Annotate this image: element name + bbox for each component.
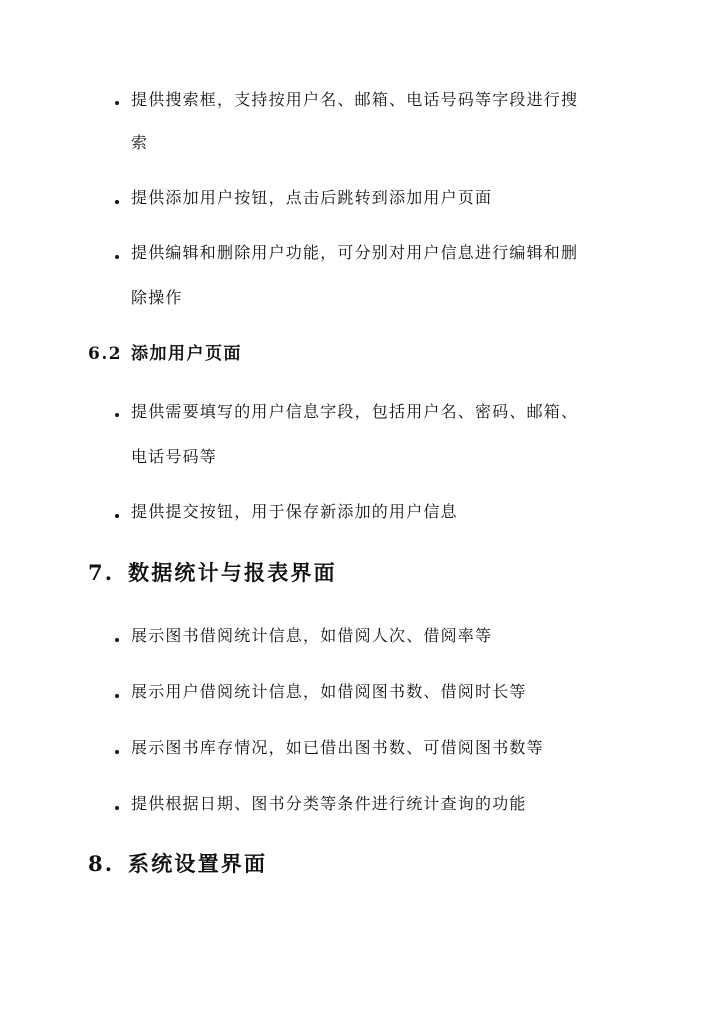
section-title: 添加用户页面 bbox=[131, 344, 242, 364]
bullet-icon bbox=[115, 750, 119, 754]
section-title: 系统设置界面 bbox=[128, 851, 268, 876]
list-item-text-continued: 除操作 bbox=[131, 288, 183, 307]
list-item-text-continued: 索 bbox=[131, 133, 149, 152]
section-number: 7. bbox=[88, 560, 115, 585]
bullet-icon bbox=[115, 255, 119, 259]
bullet-icon bbox=[115, 638, 119, 642]
section-heading-7 bbox=[88, 562, 337, 583]
list-item-text: 提供编辑和删除用户功能，可分别对用户信息进行编辑和删 bbox=[131, 243, 579, 262]
list-item-text: 展示图书借阅统计信息，如借阅人次、借阅率等 bbox=[131, 626, 493, 645]
section-number: 8. bbox=[88, 851, 115, 876]
section-title: 数据统计与报表界面 bbox=[128, 560, 337, 585]
list-item-text-continued: 电话号码等 bbox=[131, 447, 218, 466]
list-item-text: 提供提交按钮，用于保存新添加的用户信息 bbox=[131, 502, 458, 521]
bullet-icon bbox=[115, 806, 119, 810]
section-heading-6-2 bbox=[88, 346, 242, 363]
bullet-icon bbox=[115, 413, 119, 417]
list-item-text: 提供需要填写的用户信息字段，包括用户名、密码、邮箱、 bbox=[131, 402, 579, 421]
bullet-icon bbox=[115, 694, 119, 698]
bullet-icon bbox=[115, 514, 119, 518]
list-item-text: 提供搜索框，支持按用户名、邮箱、电话号码等字段进行搜 bbox=[131, 90, 579, 109]
list-item-text: 提供添加用户按钮，点击后跳转到添加用户页面 bbox=[131, 188, 493, 207]
bullet-icon bbox=[115, 101, 119, 105]
section-number: 6.2 bbox=[88, 344, 123, 364]
list-item-text: 展示用户借阅统计信息，如借阅图书数、借阅时长等 bbox=[131, 682, 527, 701]
list-item-text: 展示图书库存情况，如已借出图书数、可借阅图书数等 bbox=[131, 738, 544, 757]
section-heading-8 bbox=[88, 853, 267, 874]
list-item-text: 提供根据日期、图书分类等条件进行统计查询的功能 bbox=[131, 794, 527, 813]
bullet-icon bbox=[115, 200, 119, 204]
